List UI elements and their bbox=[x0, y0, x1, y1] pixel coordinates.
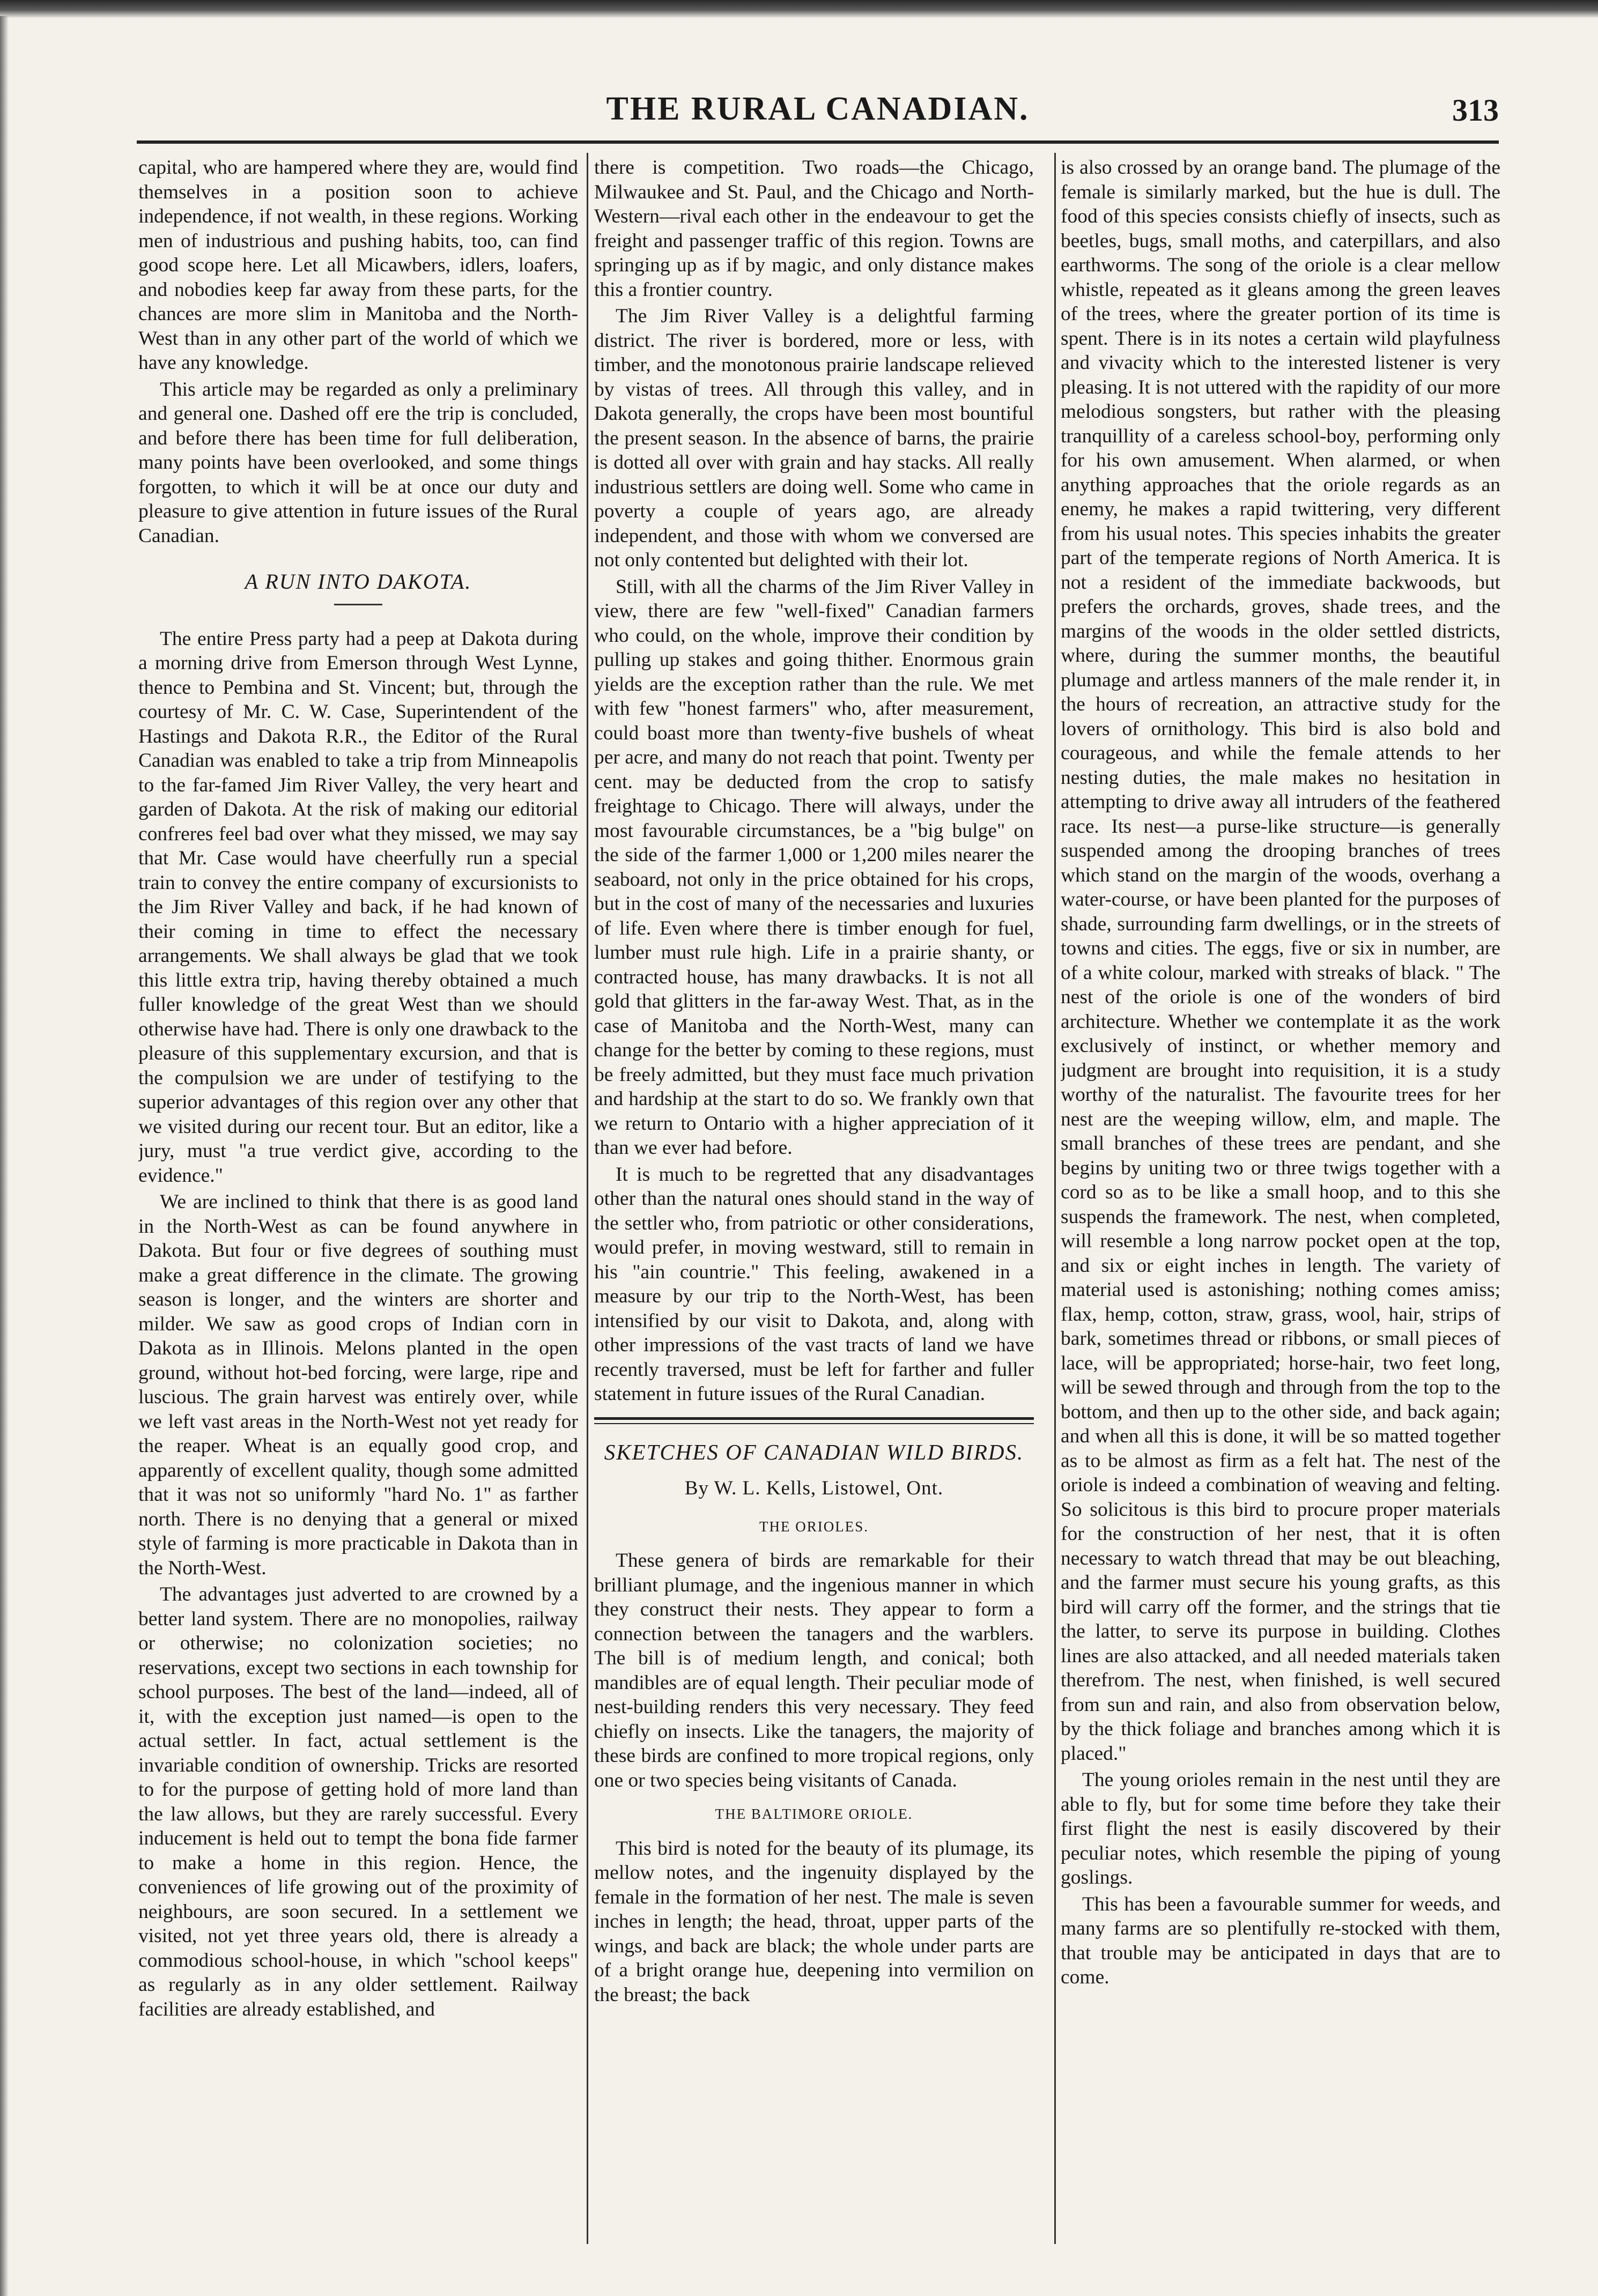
subheading: THE ORIOLES. bbox=[759, 1518, 869, 1535]
paragraph: The Jim River Valley is a delightful farming district. The river is bordered, more or less, with timber, and the monotonous prairie landscape relieved by vistas of trees. All through this valley, and in Dakota generally, the crops have been most bountiful the present season. In the absence of barns, the prairie is dotted all over with grain and hay stacks. All really industrious settlers are doing well. Some who came in poverty a couple of years ago, are already independent, and those with whom we conversed are not only contented but delighted with their lot. bbox=[594, 305, 1034, 571]
article-heading: SKETCHES OF CANADIAN WILD BIRDS. bbox=[604, 1439, 1024, 1464]
column-2 bbox=[594, 155, 1034, 2241]
byline: By W. L. Kells, Listowel, Ont. bbox=[684, 1477, 944, 1499]
section-rule bbox=[594, 1417, 1034, 1420]
paragraph: The young orioles remain in the nest until they are able to fly, but for some time before they take their first flight the nest is easily discovered by their peculiar notes, which resemble the piping of young goslings. bbox=[1061, 1769, 1500, 1888]
section-rule bbox=[594, 1423, 1034, 1424]
paragraph: This has been a favourable summer for weeds, and many farms are so plentifully re-stocked with them, that trouble may be anticipated in days that are to come. bbox=[1061, 1893, 1500, 1988]
paragraph: capital, who are hampered where they are, would find themselves in a position soon to achieve independence, if not wealth, in these regions. Working men of industrious and pushing habits, too, can find good scope here. Let all Micawbers, idlers, loafers, and nobodies keep far away from these parts, for the chances are more slim in Manitoba and the North-West than in any other part of the world of which we have any knowledge. bbox=[138, 157, 578, 374]
column-3 bbox=[1061, 155, 1500, 2241]
paragraph: These genera of birds are remarkable for their brilliant plumage, and the ingenious manner in which they construct their nests. They appear to form a connection between the tanagers and the warblers. The bill is of medium length, and conical; both mandibles are of equal length. Their peculiar mode of nest-building renders this very necessary. They feed chiefly on insects. Like the tanagers, the majority of these birds are confined to more tropical regions, only one or two species being visitants of Canada. bbox=[594, 1550, 1034, 1791]
paragraph: We are inclined to think that there is as good land in the North-West as can be found anywhere in Dakota. But four or five degrees of southing must make a great difference in the climate. The growing season is longer, and the winters are shorter and milder. We saw as good crops of Indian corn in Dakota as in Illinois. Melons planted in the open ground, without hot-bed forcing, were large, ripe and luscious. The grain harvest was entirely over, while we left vast areas in the North-West not yet ready for the reaper. Wheat is an equally good crop, and apparently of excellent quality, though some admitted that it was not so uniformly "hard No. 1" as farther north. There is no denying that a general or mixed style of farming is more practicable in Dakota than in the North-West. bbox=[138, 1191, 578, 1579]
paragraph: This article may be regarded as only a preliminary and general one. Dashed off ere the trip is concluded, and before there has been time for full deliberation, many points have been overlooked, and some things forgotten, to which it will be at once our duty and pleasure to give attention in future issues of the Rural Canadian. bbox=[138, 378, 578, 547]
article-heading: A RUN INTO DAKOTA. bbox=[245, 569, 472, 594]
scan-left-edge bbox=[0, 16, 9, 2296]
paragraph: there is competition. Two roads—the Chicago, Milwaukee and St. Paul, and the Chicago and North-Western—rival each other in the endeavour to get the freight and passenger traffic of this region. Towns are springing up as if by magic, and only distance makes this a frontier country. bbox=[594, 157, 1034, 301]
paragraph: is also crossed by an orange band. The plumage of the female is similarly marked, but the hue is dull. The food of this species consists chiefly of insects, such as beetles, bugs, small moths, and caterpillars, and also earthworms. The song of the oriole is a clear mellow whistle, repeated as it gleans among the green leaves of the trees, where the greater portion of its time is spent. There is in its notes a certain wild playfulness and vivacity which to the interested listener is very pleasing. It is not uttered with the rapidity of our more melodious songsters, but rather with the pleasing tranquillity of a careless school-boy, performing only for his own amusement. When alarmed, or when anything approaches that the oriole regards as an enemy, he makes a rapid twittering, very different from his usual notes. This species inhabits the greater part of the temperate regions of North America. It is not a resident of the immediate backwoods, but prefers the orchards, groves, shade trees, and the margins of the woods in the older settled districts, where, during the summer months, the beautiful plumage and artless manners of the male render it, in the hours of recreation, an attractive study for the lovers of ornithology. This bird is also bold and courageous, and while the female attends to her nesting duties, the male makes no hesitation in attempting to drive away all intruders of the feathered race. Its nest—a purse-like structure—is generally suspended among the drooping branches of trees which stand on the margin of the woods, overhang a water-course, or have been planted for the purposes of shade, surrounding farm dwellings, or in the streets of towns and cities. The eggs, five or six in number, are of a white colour, marked with streaks of black. " The nest of the oriole is one of the wonders of bird architecture. Whether we contemplate it as the work exclusively of instinct, or whether memory and judgment are brought into requisition, it is a study worthy of the naturalist. The favourite trees for her nest are the weeping willow, elm, and maple. The small branches of these trees are pendant, and she begins by uniting two or three twigs together with a cord so as to be like a small hoop, and to this she suspends the framework. The nest, when completed, will resemble a long narrow pocket open at the top, and six or eight inches in length. The variety of material used is astonishing; nothing comes amiss; flax, hemp, cotton, straw, grass, wool, hair, strips of bark, sometimes thread or ribbons, or small pieces of lace, will be appropriated; horse-hair, two feet long, will be sewed through and through from the top to the bottom, and then up to the other side, and back again; and when all this is done, it will be so matted together as to be almost as firm as a felt hat. The nest of the oriole is indeed a combination of weaving and felting. So solicitous is this bird to procure proper materials for the construction of her nest, that it is often necessary to watch thread that may be out bleaching, and the farmer must secure his young grafts, as this bird will carry off the former, and the strings that tie the latter, to serve its purpose in building. Clothes lines are also attacked, and all needed materials taken therefrom. The nest, when finished, is well secured from sun and rain, and also from observation below, by the thick foliage and branches among which it is placed." bbox=[1061, 157, 1500, 1765]
page-header bbox=[137, 86, 1499, 134]
paragraph: The entire Press party had a peep at Dakota during a morning drive from Emerson through West Lynne, thence to Pembina and St. Vincent; but, through the courtesy of Mr. C. W. Case, Superintendent of the Hastings and Dakota R.R., the Editor of the Rural Canadian was enabled to take a trip from Minneapolis to the far-famed Jim River Valley, the very heart and garden of Dakota. At the risk of making our editorial confreres feel bad over what they missed, we may say that Mr. Case would have cheerfully run a special train to convey the entire company of excursionists to the Jim River Valley and back, if he had known of their coming in time to effect the necessary arrangements. We shall always be glad that we took this little extra trip, having thereby obtained a much fuller knowledge of the great West than we should otherwise have had. There is only one drawback to the pleasure of this supplementary excursion, and that is the compulsion we are under of testifying to the superior advantages of this region over any other that we visited during our recent tour. But an editor, like a jury, must "a true verdict give, according to the evidence." bbox=[138, 627, 578, 1187]
subheading: THE BALTIMORE ORIOLE. bbox=[715, 1806, 913, 1822]
scan-top-edge bbox=[0, 0, 1598, 18]
page-title: THE RURAL CANADIAN. bbox=[606, 91, 1030, 127]
heading-rule bbox=[334, 604, 382, 605]
paragraph: It is much to be regretted that any disadvantages other than the natural ones should stand in the way of the settler who, from patriotic or other considerations, would prefer, in moving westward, still to remain in his "ain countrie." This feeling, awakened in a measure by our trip to the North-West, has been intensified by our visit to Dakota, and, along with other impressions of the vast tracts of land we have recently traversed, must be left for farther and fuller statement in future issues of the Rural Canadian. bbox=[594, 1163, 1034, 1405]
column-1 bbox=[138, 155, 578, 2241]
column-divider bbox=[1054, 153, 1056, 2244]
paragraph: This bird is noted for the beauty of its plumage, its mellow notes, and the ingenuity displayed by the female in the formation of her nest. The male is seven inches in length; the head, throat, upper parts of the wings, and back are black; the whole under parts are of a bright orange hue, deepening into vermilion on the breast; the back bbox=[594, 1837, 1034, 2006]
paragraph: Still, with all the charms of the Jim River Valley in view, there are few "well-fixed" Canadian farmers who could, on the whole, improve their condition by pulling up stakes and going thither. Enormous grain yields are the exception rather than the rule. We met with few "honest farmers" who, after measurement, could boast more than twenty-five bushels of wheat per acre, and many do not reach that point. Twenty per cent. may be deducted from the crop to satisfy freightage to Chicago. There will always, under the most favourable circumstances, be a "big bulge" on the side of the farmer 1,000 or 1,200 miles nearer the seaboard, not only in the price obtained for his crops, but in the cost of many of the necessaries and luxuries of life. Even where there is timber enough for fuel, lumber must rule high. Life in a prairie shanty, or contracted house, has many drawbacks. It is not all gold that glitters in the far-away West. That, as in the case of Manitoba and the North-West, many can change for the better by coming to these regions, must be freely admitted, but they must face much privation and hardship at the start to do so. We frankly own that we return to Ontario with a higher appreciation of it than we ever had before. bbox=[594, 575, 1034, 1159]
page-number: 313 bbox=[1452, 93, 1499, 128]
column-divider bbox=[587, 153, 588, 2244]
paragraph: The advantages just adverted to are crowned by a better land system. There are no monopolies, railway or otherwise; no colonization societies; no reservations, except two sections in each township for school purposes. The best of the land—indeed, all of it, with the exception just named—is open to the actual settler. In fact, actual settlement is the invariable condition of ownership. Tricks are resorted to for the purpose of getting hold of more land than the law allows, but they are rarely successful. Every inducement is held out to tempt the bona fide farmer to make a home in this region. Hence, the conveniences of life growing out of the proximity of neighbours, are soon secured. In a settlement we visited, not yet three years old, there is already a commodious school-house, in which "school keeps" as regularly as in any older settlement. Railway facilities are already established, and bbox=[138, 1583, 578, 2020]
header-rule bbox=[137, 140, 1499, 144]
